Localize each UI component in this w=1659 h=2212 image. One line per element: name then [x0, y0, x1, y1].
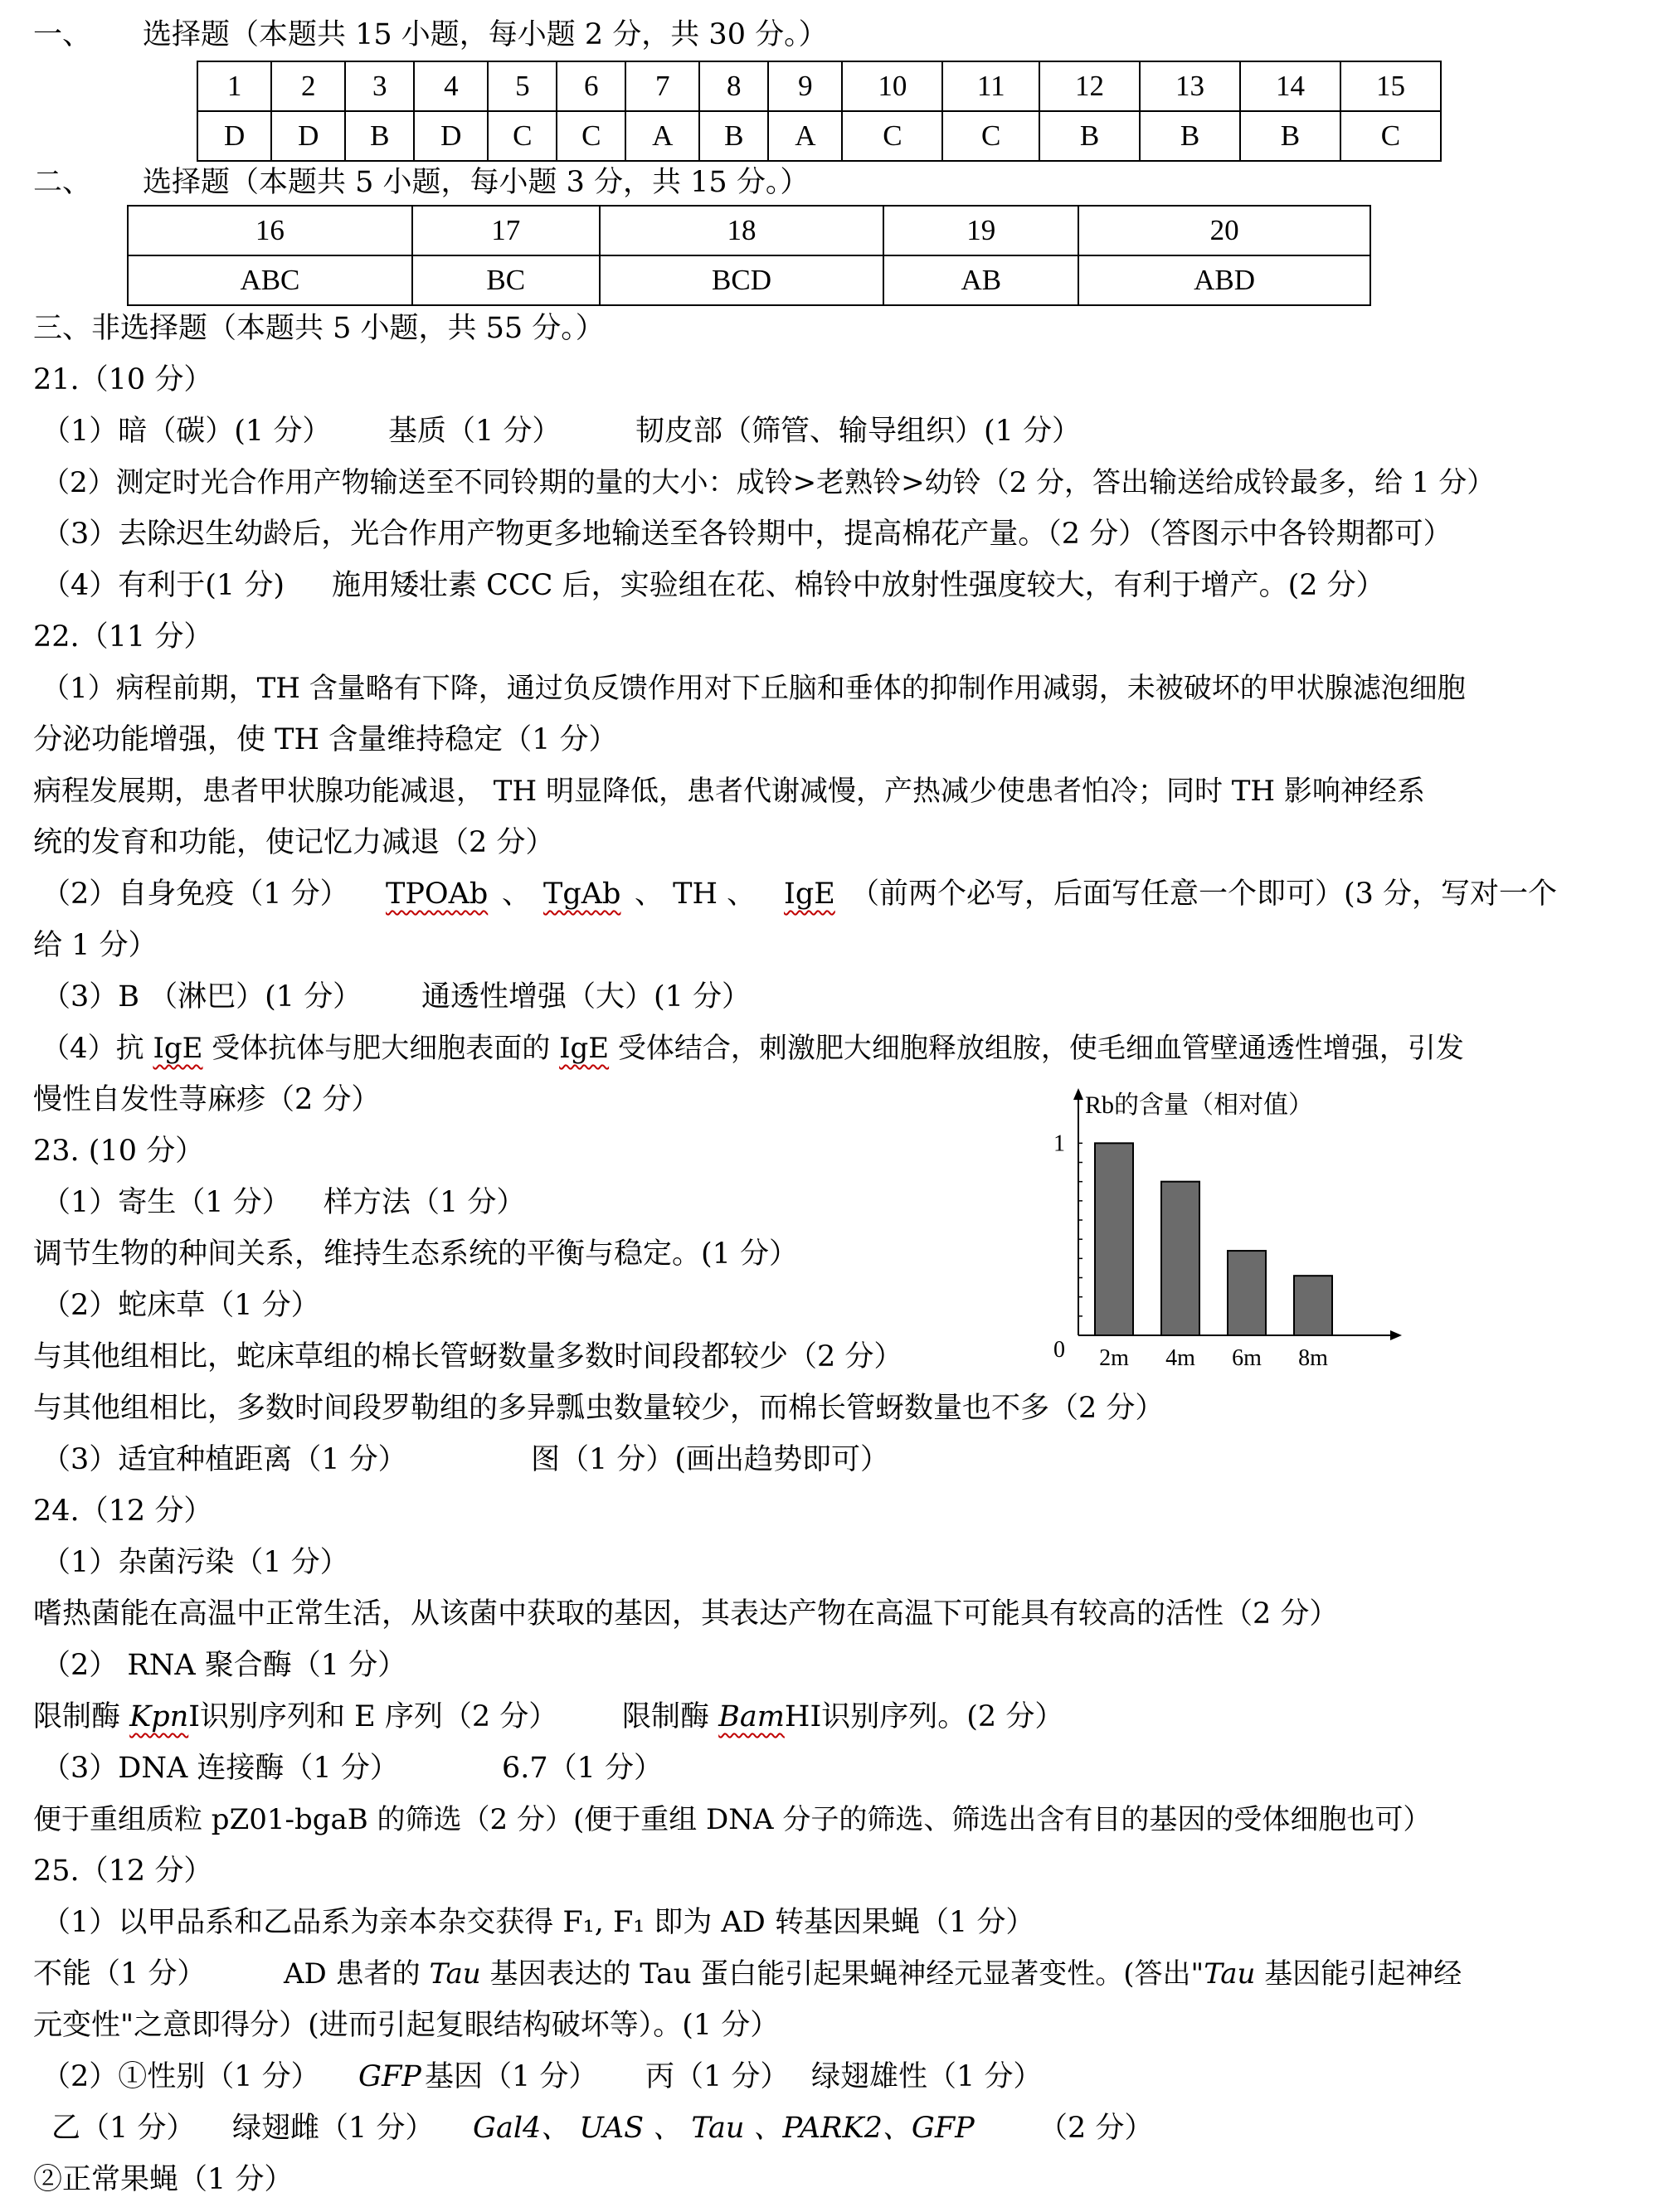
- chart-bar: [1161, 1182, 1199, 1335]
- section-3-title: 三、非选择题（本题共 5 小题，共 55 分。）: [33, 312, 605, 345]
- table-cell: C: [1340, 111, 1441, 161]
- q25-answer-2e: 乙（1 分）: [51, 2112, 196, 2145]
- answer-table-2: [127, 205, 1371, 306]
- table-cell: B: [345, 111, 414, 161]
- q24-line-6: 便于重组质粒 pZ01-bgaB 的筛选（2 分）(便于重组 DNA 分子的筛选、筛选出含有目的基因的受体细胞也可）: [33, 1803, 1432, 1836]
- q22-separator: 、: [502, 878, 532, 911]
- q21-answer-4a: （4）有利于(1 分): [41, 569, 285, 602]
- chart-x-axis-arrow: [1390, 1330, 1402, 1340]
- chart-y-axis-arrow: [1073, 1088, 1083, 1100]
- q25-answer-2b: 基因（1 分）: [425, 2060, 598, 2093]
- q25-answer-1a: 不能（1 分）: [33, 1957, 207, 1991]
- q22-line-6: 给 1 分）: [33, 929, 158, 962]
- q22-answer-4b: 受体抗体与肥大细胞表面的: [202, 1032, 560, 1065]
- q22-line-2: 分泌功能增强，使 TH 含量维持稳定（1 分）: [33, 723, 618, 756]
- table-cell: C: [557, 111, 625, 161]
- table-row: [128, 206, 1370, 255]
- q22-term-tpoab: TPOAb: [386, 878, 489, 911]
- q25-line-6: ②正常果蝇（1 分）: [33, 2163, 294, 2196]
- table-cell: 17: [412, 206, 600, 255]
- table-cell: C: [842, 111, 942, 161]
- table-cell: 14: [1240, 61, 1340, 111]
- table-cell: C: [942, 111, 1039, 161]
- table-cell: 3: [345, 61, 414, 111]
- table-cell: B: [1240, 111, 1340, 161]
- rb-content-bar-chart: [1029, 1078, 1410, 1369]
- answer-table-1: [197, 61, 1442, 162]
- table-cell: B: [1140, 111, 1240, 161]
- table-cell: 16: [128, 206, 412, 255]
- q21-heading: 21.（10 分）: [33, 363, 213, 396]
- q25-answer-2g: （2 分）: [1039, 2112, 1154, 2145]
- table-row: [128, 255, 1370, 305]
- table-cell: 7: [625, 61, 699, 111]
- q22-answer-4c: 受体结合，刺激肥大细胞释放组胺，使毛细血管壁通透性增强，引发: [609, 1032, 1464, 1065]
- table-cell: 13: [1140, 61, 1240, 111]
- chart-origin-label: 0: [1053, 1337, 1065, 1363]
- chart-x-tick-label: 2m: [1099, 1345, 1129, 1369]
- q23-answer-1b: 样方法（1 分）: [324, 1186, 526, 1219]
- q25-gene-list: Gal4、 UAS 、 Tau 、PARK2、GFP: [473, 2112, 975, 2145]
- table-row: [197, 61, 1441, 111]
- table-cell: 8: [699, 61, 768, 111]
- q23-answer-1a: （1）寄生（1 分）: [41, 1186, 291, 1219]
- table-cell: AB: [883, 255, 1078, 305]
- table-cell: ABC: [128, 255, 412, 305]
- q22-line-1: （1）病程前期，TH 含量略有下降，通过负反馈作用对下丘脑和垂体的抑制作用减弱，未被破坏的甲状腺滤泡细胞: [41, 672, 1466, 705]
- q21-answer-4b: 施用矮壮素 CCC 后，实验组在花、棉铃中放射性强度较大，有利于增产。(2 分）: [332, 569, 1385, 602]
- q24-heading: 24.（12 分）: [33, 1495, 213, 1528]
- table-cell: ABD: [1078, 255, 1370, 305]
- table-cell: 15: [1340, 61, 1441, 111]
- q22-line-4: 统的发育和功能，使记忆力减退（2 分）: [33, 826, 555, 859]
- table-cell: 1: [197, 61, 271, 111]
- q23-heading: 23. (10 分）: [33, 1135, 205, 1168]
- chart-bar: [1294, 1276, 1332, 1335]
- q22-answer-3b: 通透性增强（大）(1 分）: [421, 980, 752, 1014]
- chart-y-tick-label: 1: [1053, 1130, 1065, 1157]
- table-cell: D: [197, 111, 271, 161]
- q22-heading: 22.（11 分）: [33, 620, 213, 654]
- q23-answer-3a: （3）适宜种植距离（1 分）: [41, 1443, 407, 1476]
- q22-term-ige: IgE: [784, 878, 835, 911]
- q22-term-ige: IgE: [153, 1032, 203, 1065]
- table-cell: 20: [1078, 206, 1370, 255]
- q25-answer-2a: （2）①性别（1 分）: [41, 2060, 320, 2093]
- table-cell: 4: [414, 61, 488, 111]
- q22-term-tgab: TgAb: [543, 878, 621, 911]
- q24-enzyme-kpn: Kpn: [129, 1700, 189, 1733]
- chart-bar: [1228, 1251, 1266, 1335]
- table-cell: D: [271, 111, 345, 161]
- q22-answer-3a: （3）B （淋巴）(1 分）: [41, 980, 362, 1014]
- q22-term-th: 、 TH 、: [635, 878, 757, 911]
- table-cell: 5: [488, 61, 557, 111]
- table-cell: A: [625, 111, 699, 161]
- q24-line-3: （2） RNA 聚合酶（1 分）: [41, 1649, 407, 1682]
- q24-line-1: （1）杂菌污染（1 分）: [41, 1546, 349, 1579]
- q22-answer-4a: （4）抗: [41, 1032, 153, 1065]
- q21-answer-1c: 韧皮部（筛管、输导组织）(1 分）: [635, 415, 1082, 448]
- table-cell: C: [488, 111, 557, 161]
- q25-answer-2f: 绿翅雌（1 分）: [232, 2112, 435, 2145]
- q25-line-1: （1）以甲品系和乙品系为亲本杂交获得 F₁, F₁ 即为 AD 转基因果蝇（1 分）: [41, 1906, 1035, 1939]
- q23-line-4: 与其他组相比，蛇床草组的棉长管蚜数量多数时间段都较少（2 分）: [33, 1340, 903, 1373]
- q22-answer-2b: （前两个必写，后面写任意一个即可）(3 分，写对一个: [850, 878, 1558, 911]
- q21-line-2: （2）测定时光合作用产物输送至不同铃期的量的大小：成铃>老熟铃>幼铃（2 分，答出输送给成铃最多，给 1 分）: [41, 466, 1496, 499]
- q22-term-ige: IgE: [559, 1032, 610, 1065]
- section-1-number: 一、: [33, 18, 92, 51]
- q25-line-3: 元变性"之意即得分）(进而引起复眼结构破坏等）。(1 分）: [33, 2009, 780, 2042]
- table-cell: BC: [412, 255, 600, 305]
- q24-line-2: 嗜热菌能在高温中正常生活，从该菌中获取的基因，其表达产物在高温下可能具有较高的活性（2 分）: [33, 1597, 1339, 1631]
- q23-line-2: 调节生物的种间关系，维持生态系统的平衡与稳定。(1 分）: [33, 1237, 799, 1271]
- q24-answer-2b: 限制酶 BamHⅠ识别序列。(2 分）: [622, 1700, 1064, 1733]
- q24-answer-3b: 6.7（1 分）: [502, 1752, 664, 1785]
- q21-answer-1b: 基质（1 分）: [388, 415, 562, 448]
- q21-answer-1a: （1）暗（碳）(1 分）: [41, 415, 332, 448]
- section-2-title: 选择题（本题共 5 小题，每小题 3 分，共 15 分。）: [143, 166, 810, 199]
- q24-enzyme-bam: Bam: [718, 1700, 785, 1733]
- chart-x-tick-label: 6m: [1232, 1345, 1262, 1369]
- q25-heading: 25.（12 分）: [33, 1855, 213, 1888]
- table-cell: 2: [271, 61, 345, 111]
- chart-bar: [1095, 1143, 1133, 1335]
- chart-ylabel: Rb的含量（相对值）: [1085, 1091, 1314, 1119]
- q24-answer-2a: 限制酶 KpnⅠ识别序列和 E 序列（2 分）: [33, 1700, 558, 1733]
- table-cell: 6: [557, 61, 625, 111]
- q24-answer-3a: （3）DNA 连接酶（1 分）: [41, 1752, 399, 1785]
- section-1-title: 选择题（本题共 15 小题，每小题 2 分，共 30 分。）: [143, 18, 828, 51]
- q25-gene-gfp: GFP: [358, 2060, 421, 2093]
- q21-line-3: （3）去除迟生幼龄后，光合作用产物更多地输送至各铃期中，提高棉花产量。（2 分）（答图示中各铃期都可）: [41, 518, 1452, 551]
- table-cell: 11: [942, 61, 1039, 111]
- q22-line-8: [41, 1030, 1464, 1067]
- q23-answer-3b: 图（1 分）(画出趋势即可）: [531, 1443, 890, 1476]
- q25-answer-2c: 丙（1 分）: [645, 2060, 790, 2093]
- q23-line-3: （2）蛇床草（1 分）: [41, 1289, 320, 1322]
- table-cell: B: [699, 111, 768, 161]
- q25-answer-1b: AD 患者的 Tau 基因表达的 Tau 蛋白能引起果蝇神经元显著变性。(答出"Tau 基因能引起神经: [284, 1957, 1462, 1991]
- chart-x-tick-label: 4m: [1165, 1345, 1195, 1369]
- q25-answer-2d: 绿翅雄性（1 分）: [811, 2060, 1043, 2093]
- table-cell: 10: [842, 61, 942, 111]
- q22-line-3: 病程发展期，患者甲状腺功能减退， TH 明显降低，患者代谢减慢，产热减少使患者怕冷；同时 TH 影响神经系: [33, 775, 1425, 808]
- q22-line-9: 慢性自发性荨麻疹（2 分）: [33, 1083, 381, 1116]
- q23-line-5: 与其他组相比，多数时间段罗勒组的多异瓢虫数量较少，而棉长管蚜数量也不多（2 分）: [33, 1392, 1165, 1425]
- table-cell: 19: [883, 206, 1078, 255]
- table-cell: D: [414, 111, 488, 161]
- section-2-number: 二、: [33, 166, 92, 199]
- table-row: [197, 111, 1441, 161]
- table-cell: A: [768, 111, 842, 161]
- chart-x-tick-label: 8m: [1298, 1345, 1328, 1369]
- table-cell: 18: [600, 206, 884, 255]
- q22-answer-2a: （2）自身免疫（1 分）: [41, 878, 349, 911]
- table-cell: 12: [1039, 61, 1140, 111]
- table-cell: 9: [768, 61, 842, 111]
- table-cell: B: [1039, 111, 1140, 161]
- table-cell: BCD: [600, 255, 884, 305]
